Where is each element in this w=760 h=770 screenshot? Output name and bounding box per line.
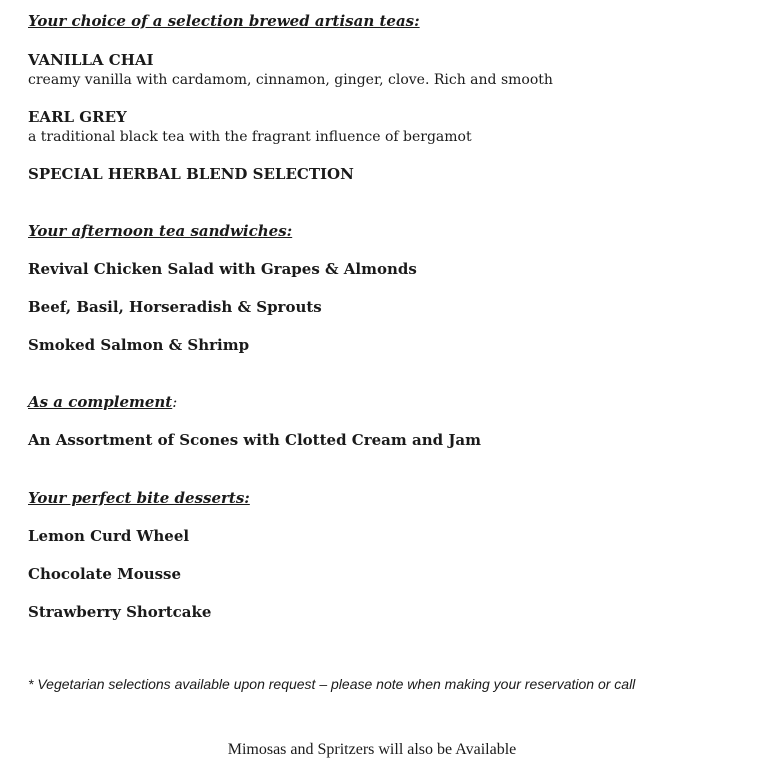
complement-heading-colon: :	[172, 393, 178, 411]
dessert-item: Chocolate Mousse	[28, 565, 182, 583]
tea-name-earl-grey: EARL GREY	[28, 108, 127, 126]
tea-description-earl-grey: a traditional black tea with the fragrant influence of bergamot	[28, 129, 472, 145]
sandwiches-heading: Your afternoon tea sandwiches:	[28, 222, 293, 240]
beverages-footer: Mimosas and Spritzers will also be Available	[227, 741, 517, 758]
tea-description-vanilla-chai: creamy vanilla with cardamom, cinnamon, ginger, clove. Rich and smooth	[28, 72, 553, 88]
tea-name-herbal-blend: SPECIAL HERBAL BLEND SELECTION	[28, 165, 354, 183]
complement-heading-line	[28, 395, 177, 410]
sandwich-item: Beef, Basil, Horseradish & Sprouts	[28, 298, 322, 316]
sandwich-item: Revival Chicken Salad with Grapes & Almonds	[28, 260, 417, 278]
teas-heading: Your choice of a selection brewed artisan teas:	[28, 12, 420, 30]
complement-heading: As a complement	[28, 393, 173, 411]
tea-name-vanilla-chai: VANILLA CHAI	[28, 51, 154, 69]
sandwich-item: Smoked Salmon & Shrimp	[28, 336, 250, 354]
vegetarian-note: * Vegetarian selections available upon request – please note when making your reservation or call	[28, 676, 636, 692]
dessert-item: Lemon Curd Wheel	[28, 527, 190, 545]
desserts-heading: Your perfect bite desserts:	[28, 489, 250, 507]
dessert-item: Strawberry Shortcake	[28, 603, 212, 621]
complement-item: An Assortment of Scones with Clotted Cream and Jam	[28, 431, 482, 449]
